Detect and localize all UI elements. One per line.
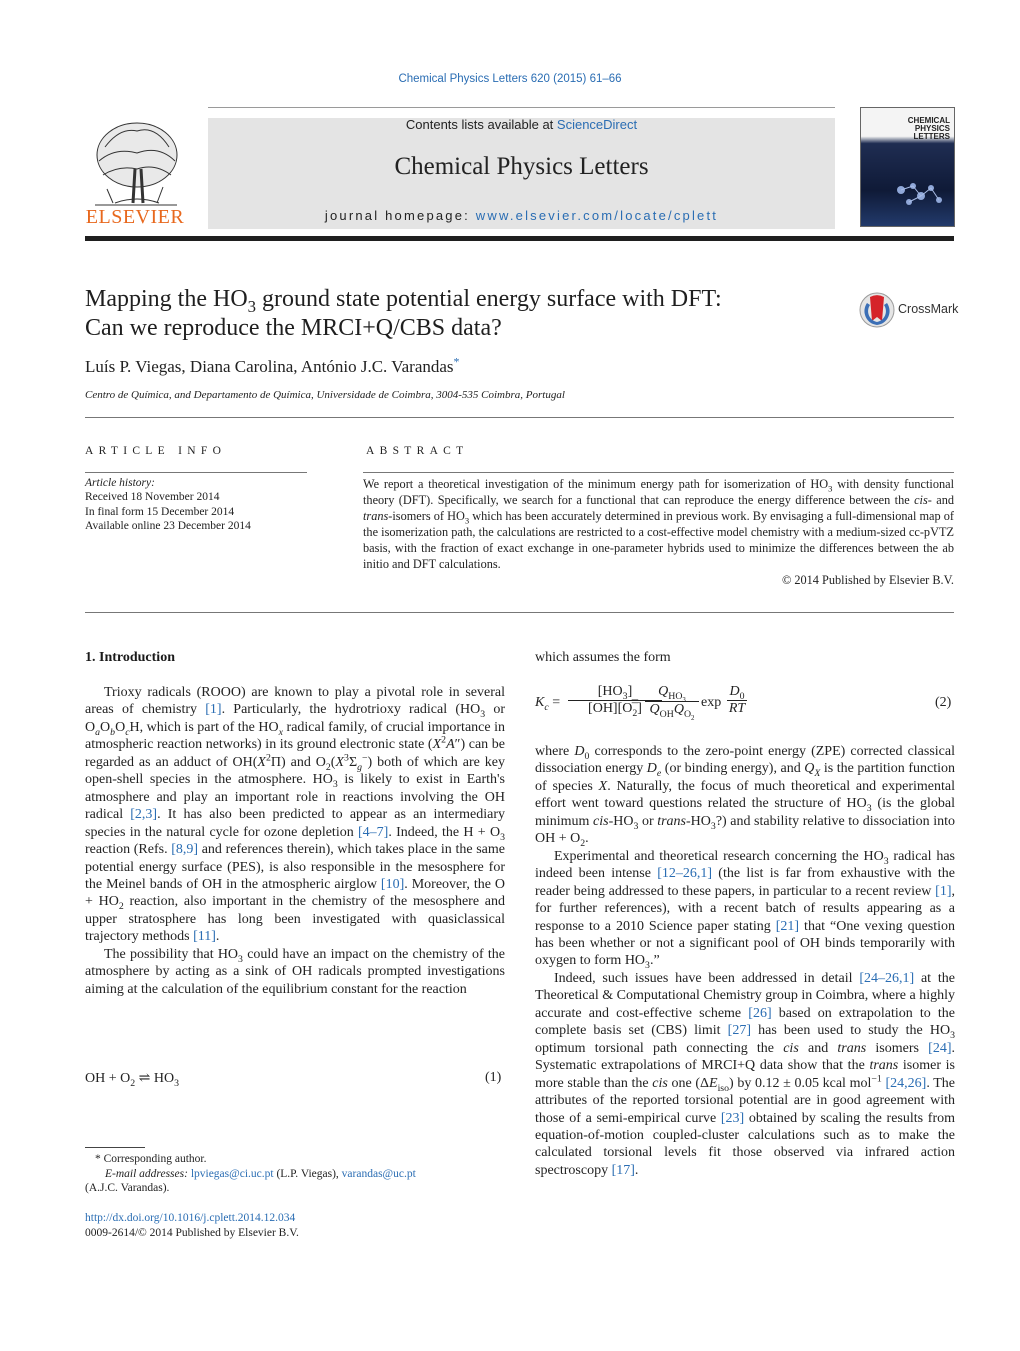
issn-line: 0009-2614/© 2014 Published by Elsevier B.V. (85, 1226, 299, 1239)
citation-link[interactable]: [24] (928, 1040, 952, 1056)
citation-link[interactable]: [11] (193, 929, 216, 945)
intro-paragraph-2: The possibility that $HO_3$ could have an impact on the chemistry of the atmosphere by acting as a sink of OH radicals prompted investigations aiming at the calculation of the equilibrium constant for the reaction (85, 946, 506, 997)
abstract-copyright: © 2014 Published by Elsevier B.V. (781, 573, 954, 587)
citation-link[interactable]: [1] (935, 883, 952, 899)
sciencedirect-link[interactable]: ScienceDirect (556, 117, 638, 132)
abstract-rule-bottom (85, 612, 954, 613)
journal-reference[interactable]: Chemical Physics Letters 620 (2015) 61–66 (398, 73, 622, 85)
email-link-viegas[interactable]: lpviegas@ci.uc.pt (190, 1167, 274, 1180)
author-list: Luís P. Viegas, Diana Carolina, António J.C. Varandas* (85, 354, 460, 376)
eq2-fraction-3: $D_0$ RT (728, 684, 746, 716)
eq2-fraction-1: $[HO_3]$ $[OH][O_2]$ (568, 684, 662, 717)
crossmark-label: CrossMark (898, 302, 959, 316)
footnote-rule (85, 1147, 145, 1148)
cover-molecule-art (861, 168, 954, 226)
affiliation: Centro de Química, and Departamento de Química, Universidade de Coimbra, 3004-535 Coimbra, Portugal (85, 389, 565, 401)
elsevier-wordmark: ELSEVIER (85, 206, 185, 228)
citation-link[interactable]: [10] (380, 876, 405, 892)
homepage-link[interactable]: www.elsevier.com/locate/cplett (475, 208, 719, 223)
body-column-right (535, 743, 955, 1179)
article-title: Mapping the $HO_3$ ground state potential energy surface with DFT: Can we reproduce the MRCI+Q/CBS data? (85, 286, 722, 341)
equation-1: OH + $O_2$ ⇌ $HO_3$ (85, 1071, 179, 1089)
citation-link[interactable]: [26] (748, 1005, 772, 1021)
citation-link[interactable]: [24,26] (885, 1075, 927, 1091)
section-heading-introduction: 1. Introduction (85, 650, 175, 665)
citation-link[interactable]: [21] (775, 918, 800, 934)
abstract-text: We report a theoretical investigation of the minimum energy path for isomerization of $HO_3$ with density functional theory (DFT). Specifically, we search for a functional that can reproduce the energy difference between the cis- and trans-isomers of $HO_3$ which has been accurately determined in previous work. By envisaging a full-dimensional map of the isomerization path, the calculations are restricted to a cost-effective model chemistry with a medium-sized cc-pVTZ basis, with the fraction of exact exchange in one-parameter hybrids used to minimize the differences between the ab initio and DFT calculations. © 2014 Published by Elsevier B.V. (363, 477, 954, 587)
crossmark-icon (858, 291, 896, 329)
cover-title: CHEMICAL PHYSICS LETTERS (907, 116, 950, 141)
citation-link[interactable]: [12–26,1] (657, 866, 713, 882)
received-date: Received 18 November 2014 (85, 491, 220, 504)
crossmark-badge[interactable] (858, 291, 958, 331)
equation-2-number: (2) (935, 695, 952, 710)
intro-paragraph-3: where $D_0$ corresponds to the zero-point energy (ZPE) corrected classical dissociation energy $D_e$ (or binding energy), and $Q_X$ is the partition function of species X. Naturally, the focus of much theoretical and experimental effort went toward questions related the structure of $HO_3$ (is the global minimum cis-$HO_3$ or trans-$HO_3$?) and stability relative to dissociation into OH + $O_2$. (535, 744, 956, 850)
citation-link[interactable]: [1] (205, 702, 222, 718)
journal-cover-thumbnail[interactable] (860, 107, 955, 227)
abstract-rule (363, 472, 954, 473)
citation-link[interactable]: [24–26,1] (859, 970, 915, 986)
intro-paragraph-1: Trioxy radicals (ROOO) are known to play a pivotal role in several areas of chemistry [1]. Particularly, the hydrotrioxy radical ($HO_3$ or $O_aO_bO_cH$, which is part of the $HO_x$ radical family, of crucial importance in atmospheric reaction networks) in its ground electronic state $(X^2A'')$ can be regarded as an adduct of $OH(X^2\Pi)$ and $O_2(X^3\Sigma_g^-)$ both of which are key open-shell species in the atmosphere. $HO_3$ is likely to exist in Earth's atmosphere and play an important role in reactions involving the OH radical [2,3]. It has also been predicted to appear as an intermediary species in the natural cycle for ozone depletion [4–7]. Indeed, the $H + O_3$ reaction (Refs. [8,9] and references therein), which takes place in the same potential energy surface (PES), is also responsible in the mesosphere for the Meinel bands of OH in the atmospheric airglow [10]. Moreover, the $O + HO_2$ reaction, also important in the chemistry of the mesosphere and upper stratosphere has long been investigated with quasiclassical trajectory methods [11]. (85, 685, 505, 945)
revised-date: In final form 15 December 2014 (85, 505, 235, 518)
journal-homepage (208, 208, 835, 223)
header-thick-rule (85, 236, 954, 241)
article-history (85, 476, 251, 533)
online-date: Available online 23 December 2014 (85, 519, 251, 532)
intro-paragraph-4: Experimental and theoretical research concerning the $HO_3$ radical has indeed been intense [12–26,1] (the list is far from exhaustive with the reader being addressed to these papers, in particular to a recent review [1], for further references), with a recent batch of results appearing as a response to a 2010 Science paper stating [21] that “One vexing question has been whether or not a significant pool of OH binds temporarily with oxygen to form $HO_3$.” (535, 848, 956, 972)
equation-2-intro: which assumes the form (535, 650, 671, 665)
journal-name: Chemical Physics Letters (394, 153, 649, 180)
contents-line (208, 117, 835, 132)
citation-link[interactable]: [23] (720, 1110, 745, 1126)
header-rule (208, 107, 835, 108)
eq2-fraction-2: $Q_{HO_3}$ $Q_{OH}Q_{O_2}$ (645, 684, 699, 719)
equation-1-number: (1) (485, 1070, 502, 1085)
equation-2: $K_c$ = $[HO_3]$ $[OH][O_2]$ = $Q_{HO_3}$ $Q_{OH}Q_{O_2}$ exp $D_0$ RT (535, 684, 746, 722)
citation-link[interactable]: [8,9] (171, 842, 199, 858)
email-link-varandas[interactable]: varandas@uc.pt (341, 1167, 416, 1180)
doi-block (85, 1211, 299, 1240)
article-info-rule (85, 472, 307, 473)
title-rule (85, 417, 954, 418)
doi-link[interactable]: http://dx.doi.org/10.1016/j.cplett.2014.12.034 (85, 1212, 296, 1224)
citation-link[interactable]: [2,3] (130, 807, 158, 823)
homepage-prefix: journal homepage: (324, 208, 476, 223)
citation-link[interactable]: [4–7] (358, 824, 389, 840)
footnote: * Corresponding author. E-mail addresses: lpviegas@ci.uc.pt (L.P. Viegas), varandas@uc.pt (A.J.C. Varandas). (85, 1153, 416, 1194)
history-label: Article history: (85, 477, 155, 489)
corresponding-author-mark[interactable]: * (453, 354, 460, 369)
citation-link[interactable]: [17] (611, 1162, 635, 1178)
contents-prefix: Contents lists available at (405, 117, 557, 132)
intro-paragraph-5: Indeed, such issues have been addressed in detail [24–26,1] at the Theoretical & Computational Chemistry group in Coimbra, where a highly accurate and cost-effective scheme [26] based on extrapolation to the complete basis set (CBS) limit [27] has been used to study the $HO_3$ optimum torsional path connecting the cis and trans isomers [24]. Systematic extrapolations of MRCI+Q data show that the trans isomer is more stable than the cis one $(\Delta E_{iso})$ by 0.12 ± 0.05 kcal mol$^{-1}$ [24,26]. The attributes of the reported torsional potential are in good agreement with those of a semi-empirical curve [23] obtained by scaling the results from equation-of-motion coupled-cluster calculations such as to make the calculated torsional levels fit those observed via infrared action spectroscopy [17]. (535, 970, 956, 1178)
abstract-heading: ABSTRACT (366, 445, 469, 457)
article-info-heading: ARTICLE INFO (85, 445, 227, 457)
citation-link[interactable]: [27] (727, 1023, 751, 1039)
body-column-left (85, 684, 505, 998)
